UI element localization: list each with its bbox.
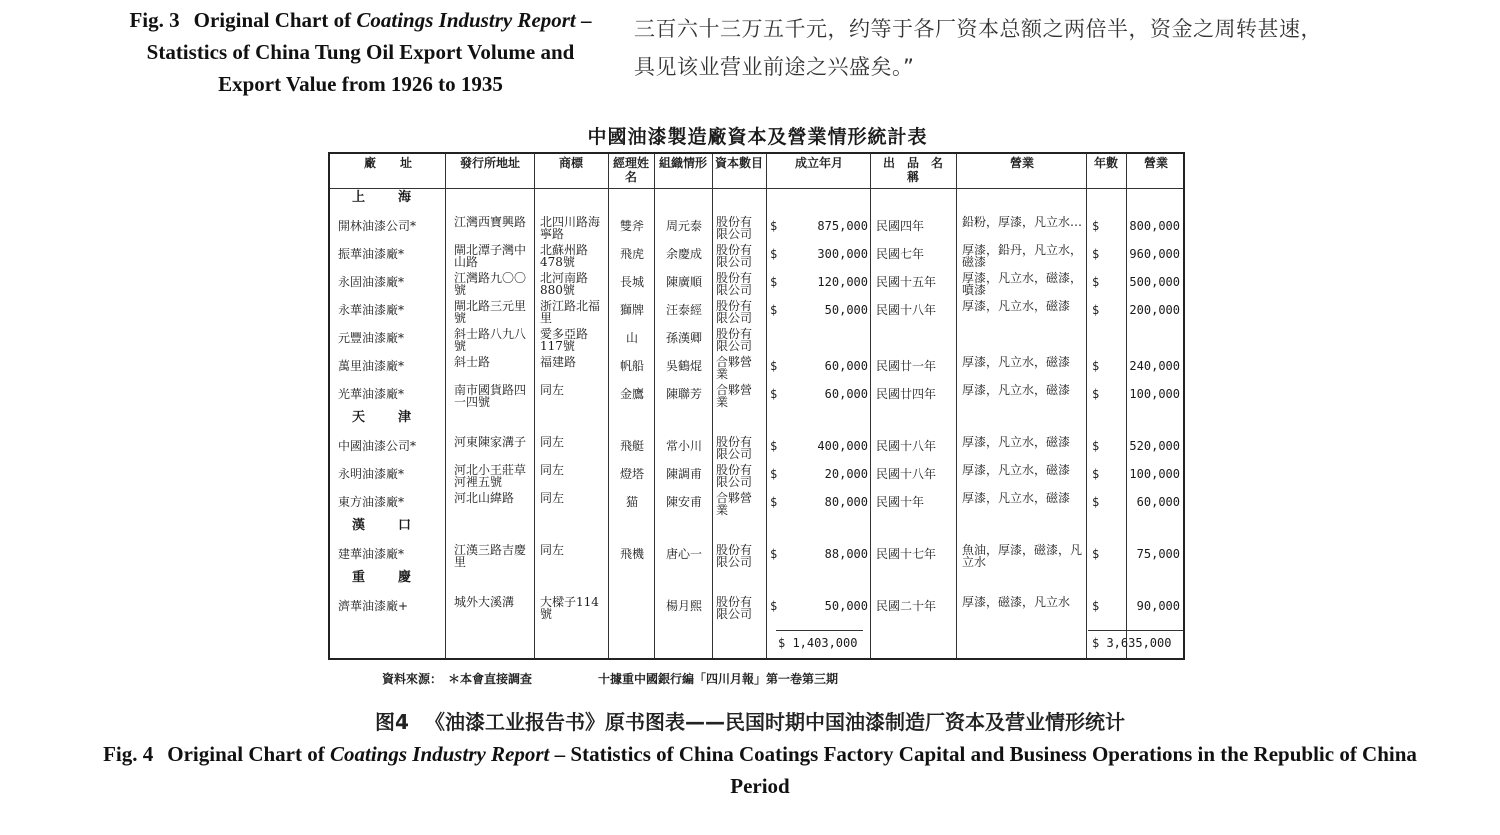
factory-name: 萬里油漆廠* <box>338 359 405 373</box>
capital-amount: $ 60,000 <box>778 384 868 404</box>
manager-name: 楊月熙 <box>665 599 702 613</box>
founded-year: 民國廿四年 <box>876 387 937 401</box>
factory-name: 濟華油漆廠+ <box>338 599 409 613</box>
factory-name: 振華油漆廠* <box>338 247 405 261</box>
fig4-caption-cn <box>0 706 1500 735</box>
total-capital: $ 1,403,000 <box>778 636 858 650</box>
factory-name: 開林油漆公司* <box>338 219 417 233</box>
distributor-address: 同左 <box>540 463 565 477</box>
dollar-sign: $ <box>770 495 778 509</box>
factory-name: 永華油漆廠* <box>338 303 405 317</box>
capital-amount: $ 300,000 <box>778 244 868 264</box>
founded-year: 民國十五年 <box>876 275 937 289</box>
factory-address: 河東陳家溝子 <box>454 435 527 449</box>
dollar-sign: $ <box>770 219 778 233</box>
distributor-address: 福建路 <box>540 355 577 369</box>
table-header: 商標 <box>558 156 583 170</box>
fig4-post-en: – Statistics of China Coatings Factory Capital and Business Operations in the Republic of China Period <box>549 742 1417 798</box>
manager-name: 唐心一 <box>665 547 702 561</box>
total-revenue: $ 3,635,000 <box>1092 636 1172 650</box>
founded-year: 民國十八年 <box>876 303 937 317</box>
product-names: 厚漆，凡立水，磁漆 <box>962 435 1071 449</box>
founded-year: 民國七年 <box>876 247 925 261</box>
business-revenue: $ 100,000 <box>1092 384 1180 404</box>
dollar-sign: $ <box>1092 439 1100 453</box>
organization-type: 合夥營業 <box>716 383 753 409</box>
table-row <box>330 544 1183 570</box>
trademark: 飛虎 <box>619 247 644 261</box>
table-row <box>330 328 1183 354</box>
dollar-sign: $ <box>1092 495 1100 509</box>
founded-year: 民國廿一年 <box>876 359 937 373</box>
trademark: 燈塔 <box>619 467 644 481</box>
manager-name: 汪泰經 <box>665 303 702 317</box>
factory-address: 斜士路八九八號 <box>454 327 527 353</box>
table-row <box>330 596 1183 622</box>
dollar-sign: $ <box>770 275 778 289</box>
distributor-address: 大樑子114號 <box>540 595 599 621</box>
fig4-label-en: Fig. 4 <box>103 742 154 766</box>
region-label: 天 津 <box>352 410 422 425</box>
capital-amount: $ 50,000 <box>778 300 868 320</box>
fig3-post: – Statistics of China Tung Oil Export Volume and Export Value from 1926 to 1935 <box>146 8 592 96</box>
capital-amount: $ 80,000 <box>778 492 868 512</box>
table-row <box>330 216 1183 242</box>
factory-name: 光華油漆廠* <box>338 387 405 401</box>
body-line-1: 三百六十三万五千元，约等于各厂资本总额之两倍半，资金之周转甚速， <box>634 17 1322 41</box>
table-header: 成立年月 <box>794 156 843 170</box>
capital-amount: $ 120,000 <box>778 272 868 292</box>
body-line-2: 具见该业营业前途之兴盛矣。” <box>634 55 915 79</box>
business-revenue: $ 90,000 <box>1092 596 1180 616</box>
factory-address: 江漢三路吉慶里 <box>454 543 527 569</box>
factory-name: 建華油漆廠* <box>338 547 405 561</box>
table-header: 年數 <box>1093 156 1118 170</box>
fig3-label: Fig. 3 <box>129 8 180 32</box>
fig3-pre: Original Chart of <box>193 8 357 32</box>
business-revenue: $ 800,000 <box>1092 216 1180 236</box>
factory-address: 閘北路三元里號 <box>454 299 527 325</box>
factory-address: 南市國貨路四一四號 <box>454 383 527 409</box>
total-divider <box>1088 630 1183 631</box>
distributor-address: 北四川路海寧路 <box>540 215 601 241</box>
source-right: 十據重中國銀行編「四川月報」第一卷第三期 <box>598 672 839 686</box>
dollar-sign: $ <box>770 247 778 261</box>
body-paragraph <box>634 10 1414 86</box>
business-revenue: $ 960,000 <box>1092 244 1180 264</box>
scanned-table-figure <box>300 112 1215 692</box>
fig4-title-cn: 《油漆工业报告书》原书图表——民国时期中国油漆制造厂资本及营业情形统计 <box>424 710 1125 734</box>
table-row <box>330 300 1183 326</box>
table-header: 發行所地址 <box>459 156 520 170</box>
region-label: 重 慶 <box>352 570 422 585</box>
organization-type: 股份有限公司 <box>716 543 753 569</box>
product-names: 厚漆，凡立水，磁漆 <box>962 355 1071 369</box>
business-revenue: $ 500,000 <box>1092 272 1180 292</box>
dollar-sign: $ <box>1092 547 1100 561</box>
factory-address: 城外大溪溝 <box>454 595 515 609</box>
dollar-sign: $ <box>1092 599 1100 613</box>
capital-amount: $ 875,000 <box>778 216 868 236</box>
table-row <box>330 244 1183 270</box>
organization-type: 股份有限公司 <box>716 271 753 297</box>
dollar-sign: $ <box>770 599 778 613</box>
capital-amount: $ 400,000 <box>778 436 868 456</box>
trademark: 獅牌 <box>619 303 644 317</box>
dollar-sign: $ <box>1092 219 1100 233</box>
manager-name: 陳調甫 <box>665 467 702 481</box>
capital-amount: $ 20,000 <box>778 464 868 484</box>
organization-type: 合夥營業 <box>716 491 753 517</box>
factory-name: 永固油漆廠* <box>338 275 405 289</box>
factory-address: 河北山緯路 <box>454 491 515 505</box>
factory-address: 江灣西寶興路 <box>454 215 527 229</box>
factory-address: 斜士路 <box>454 355 491 369</box>
total-divider <box>776 630 863 631</box>
product-names: 厚漆，凡立水，磁漆，噴漆 <box>962 271 1083 297</box>
manager-name: 余慶成 <box>665 247 702 261</box>
manager-name: 陳安甫 <box>665 495 702 509</box>
business-revenue: $ 100,000 <box>1092 464 1180 484</box>
trademark: 飛艇 <box>619 439 644 453</box>
product-names: 魚油，厚漆，磁漆，凡立水 <box>962 543 1083 569</box>
table-row <box>330 492 1183 518</box>
organization-type: 股份有限公司 <box>716 435 753 461</box>
manager-name: 孫漢卿 <box>665 331 702 345</box>
dollar-sign: $ <box>770 467 778 481</box>
dollar-sign: $ <box>770 387 778 401</box>
dollar-sign: $ <box>1092 247 1100 261</box>
manager-name: 陳聯芳 <box>665 387 702 401</box>
manager-name: 吳鶴焜 <box>665 359 702 373</box>
founded-year: 民國二十年 <box>876 599 937 613</box>
dollar-sign: $ <box>1092 467 1100 481</box>
table-header: 經理姓名 <box>612 156 649 184</box>
organization-type: 股份有限公司 <box>716 243 753 269</box>
table-header: 營業 <box>1143 156 1168 170</box>
table-row <box>330 436 1183 462</box>
table-row <box>330 464 1183 490</box>
fig4-label-cn: 图4 <box>375 710 409 734</box>
table-row <box>330 356 1183 382</box>
factory-name: 元豐油漆廠* <box>338 331 405 345</box>
product-names: 厚漆，凡立水，磁漆 <box>962 491 1071 505</box>
factory-name: 東方油漆廠* <box>338 495 405 509</box>
organization-type: 股份有限公司 <box>716 299 753 325</box>
product-names: 厚漆，鉛丹，凡立水，磁漆 <box>962 243 1083 269</box>
business-revenue: $ 60,000 <box>1092 492 1180 512</box>
capital-amount: $ 60,000 <box>778 356 868 376</box>
founded-year: 民國十八年 <box>876 439 937 453</box>
scan-title: 中國油漆製造廠資本及營業情形統計表 <box>587 126 928 148</box>
product-names: 厚漆，凡立水，磁漆 <box>962 299 1071 313</box>
region-label: 漢 口 <box>352 518 422 533</box>
manager-name: 常小川 <box>665 439 702 453</box>
trademark: 飛機 <box>619 547 644 561</box>
organization-type: 股份有限公司 <box>716 215 753 241</box>
factory-address: 河北小王莊草河裡五號 <box>454 463 527 489</box>
distributor-address: 北蘇州路478號 <box>540 243 589 269</box>
founded-year: 民國十八年 <box>876 467 937 481</box>
factory-address: 閘北潭子灣中山路 <box>454 243 527 269</box>
organization-type: 合夥營業 <box>716 355 753 381</box>
product-names: 厚漆，磁漆，凡立水 <box>962 595 1071 609</box>
table-row <box>330 384 1183 410</box>
table-header: 資本數目 <box>714 156 763 170</box>
fig4-caption-en <box>100 738 1420 802</box>
table-header: 營業 <box>1009 156 1034 170</box>
source-left: 資料來源： ＊本會直接調查 <box>382 672 533 686</box>
header-divider <box>330 188 1183 189</box>
organization-type: 股份有限公司 <box>716 595 753 621</box>
trademark: 帆船 <box>619 359 644 373</box>
product-names: 鉛粉，厚漆，凡立水… <box>962 215 1083 229</box>
distributor-address: 浙江路北福里 <box>540 299 601 325</box>
fig4-italic-en: Coatings Industry Report <box>330 742 550 766</box>
distributor-address: 同左 <box>540 435 565 449</box>
distributor-address: 同左 <box>540 543 565 557</box>
manager-name: 周元泰 <box>665 219 702 233</box>
fig3-caption <box>128 4 593 100</box>
distributor-address: 同左 <box>540 383 565 397</box>
dollar-sign: $ <box>1092 275 1100 289</box>
dollar-sign: $ <box>770 547 778 561</box>
dollar-sign: $ <box>1092 359 1100 373</box>
trademark: 猫 <box>625 495 638 509</box>
trademark: 雙斧 <box>619 219 644 233</box>
capital-amount: $ 50,000 <box>778 596 868 616</box>
trademark: 山 <box>625 331 638 345</box>
fig4-pre-en: Original Chart of <box>167 742 330 766</box>
distributor-address: 愛多亞路117號 <box>540 327 589 353</box>
trademark: 長城 <box>619 275 644 289</box>
factory-address: 江灣路九〇〇號 <box>454 271 527 297</box>
business-revenue: $ 520,000 <box>1092 436 1180 456</box>
founded-year: 民國四年 <box>876 219 925 233</box>
business-revenue: $ 75,000 <box>1092 544 1180 564</box>
organization-type: 股份有限公司 <box>716 463 753 489</box>
founded-year: 民國十七年 <box>876 547 937 561</box>
dollar-sign: $ <box>770 439 778 453</box>
table-header: 組織情形 <box>658 156 707 170</box>
distributor-address: 北河南路880號 <box>540 271 589 297</box>
dollar-sign: $ <box>1092 387 1100 401</box>
product-names: 厚漆，凡立水，磁漆 <box>962 463 1071 477</box>
table-row <box>330 272 1183 298</box>
dollar-sign: $ <box>1092 303 1100 317</box>
dollar-sign: $ <box>770 303 778 317</box>
fig3-italic: Coatings Industry Report <box>356 8 576 32</box>
scan-table <box>328 152 1185 660</box>
factory-name: 永明油漆廠* <box>338 467 405 481</box>
dollar-sign: $ <box>770 359 778 373</box>
manager-name: 陳廣順 <box>665 275 702 289</box>
region-label: 上 海 <box>352 190 422 205</box>
table-header: 廠 址 <box>363 156 412 170</box>
founded-year: 民國十年 <box>876 495 925 509</box>
factory-name: 中國油漆公司* <box>338 439 417 453</box>
product-names: 厚漆，凡立水，磁漆 <box>962 383 1071 397</box>
organization-type: 股份有限公司 <box>716 327 753 353</box>
capital-amount: $ 88,000 <box>778 544 868 564</box>
business-revenue: $ 200,000 <box>1092 300 1180 320</box>
table-header: 出 品 名 稱 <box>882 156 956 184</box>
business-revenue: $ 240,000 <box>1092 356 1180 376</box>
distributor-address: 同左 <box>540 491 565 505</box>
trademark: 金鷹 <box>619 387 644 401</box>
